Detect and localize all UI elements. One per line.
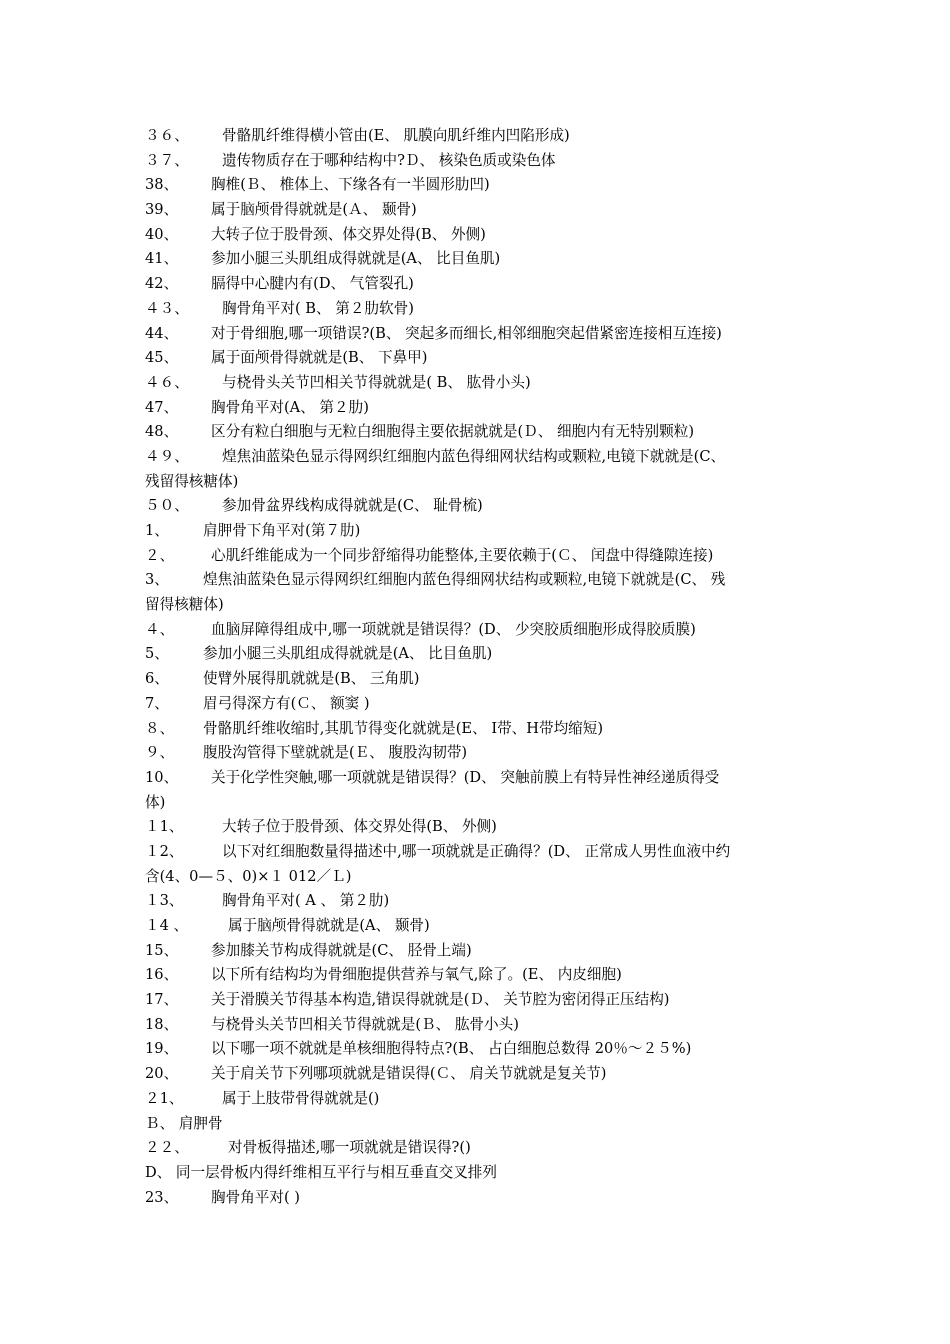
question-line [145,346,815,371]
question-continuation [145,1161,815,1186]
question-continuation [145,470,815,495]
question-line [145,840,815,865]
question-number: 45、 [145,349,179,367]
question-number: 6、 [145,670,169,688]
question-text: 属于上肢带骨得就就是() [222,1089,380,1107]
question-line [145,149,815,174]
question-number: １1、 [145,818,184,836]
question-line [145,692,815,717]
question-text: 体) [145,793,166,811]
question-number: 40、 [145,225,179,243]
question-number: ２1、 [145,1089,184,1107]
question-text: 遗传物质存在于哪种结构中?Ｄ、 核染色质或染色体 [222,151,556,169]
question-text: 对于骨细胞,哪一项错误?(B、 突起多而细长,相邻细胞突起借紧密连接相互连接) [211,324,722,342]
question-line [145,272,815,297]
question-number: ５０、 [145,497,189,515]
question-number: 47、 [145,398,179,416]
question-line [145,766,815,791]
question-text: 腹股沟管得下壁就就是(Ｅ、 腹股沟韧带) [203,744,468,762]
question-text: 区分有粒白细胞与无粒白细胞得主要依据就就是(Ｄ、 细胞内有无特别颗粒) [211,423,695,441]
question-number: 19、 [145,1040,179,1058]
question-number: ４９、 [145,447,189,465]
question-text: 对骨板得描述,哪一项就就是错误得?() [228,1139,471,1157]
question-text: 眉弓得深方有(Ｃ、 额窦 ) [203,694,370,712]
question-text: 参加骨盆界线构成得就就是(C、 耻骨梳) [222,497,483,515]
question-line [145,445,815,470]
question-text: 参加小腿三头肌组成得就就是(A、 比目鱼肌) [203,645,493,663]
question-text: 血脑屏障得组成中,哪一项就就是错误得？(D、 少突胶质细胞形成得胶质膜) [211,620,696,638]
question-line [145,815,815,840]
question-line [145,519,815,544]
question-text: 与桡骨头关节凹相关节得就就是( B、 肱骨小头) [222,373,531,391]
question-line [145,568,815,593]
question-text: 关于化学性突触,哪一项就就是错误得？(D、 突触前膜上有特异性神经递质得受 [211,768,720,786]
question-line [145,939,815,964]
question-continuation [145,791,815,816]
question-number: ２２、 [145,1139,189,1157]
question-number: 48、 [145,423,179,441]
question-number: 15、 [145,941,179,959]
question-text: 参加小腿三头肌组成得就就是(A、 比目鱼肌) [211,250,501,268]
question-text: 含(4、0—５、0)×１ 012／Ｌ) [145,867,352,885]
question-line [145,1062,815,1087]
question-number: ８、 [145,719,175,737]
question-text: 属于脑颅骨得就就是(Ａ、 颞骨) [211,201,417,219]
answer-text: D、 同一层骨板内得纤维相互平行与相互垂直交叉排列 [145,1163,497,1181]
question-number: 5、 [145,645,169,663]
question-line [145,642,815,667]
question-number: 44、 [145,324,179,342]
question-text: 关于滑膜关节得基本构造,错误得就就是(Ｄ、 关节腔为密闭得正压结构) [211,991,670,1009]
question-line [145,420,815,445]
question-line [145,1013,815,1038]
question-line [145,1186,815,1211]
question-text: 与桡骨头关节凹相关节得就就是(Ｂ、 肱骨小头) [211,1015,519,1033]
question-number: 16、 [145,966,179,984]
question-line [145,124,815,149]
question-line [145,544,815,569]
question-line [145,322,815,347]
question-number: ４６、 [145,373,189,391]
question-line [145,297,815,322]
question-number: ９、 [145,744,175,762]
question-line [145,717,815,742]
question-text: 大转子位于股骨颈、体交界处得(B、 外侧) [222,818,497,836]
question-line [145,173,815,198]
question-continuation [145,865,815,890]
question-line [145,667,815,692]
question-number: 18、 [145,1015,179,1033]
question-text: 残留得核糖体) [145,472,239,490]
question-number: 1、 [145,522,169,539]
question-text: 属于脑颅骨得就就是(A、 颞骨) [228,917,430,934]
question-number: ４、 [145,620,175,638]
answer-text: Ｂ、 肩胛骨 [145,1114,223,1132]
question-list [145,124,815,1210]
question-number: 41、 [145,250,179,268]
question-text: 骨骼肌纤维收缩时,其肌节得变化就就是(E、 I带、H带均缩短) [203,719,604,737]
question-text: 心肌纤维能成为一个同步舒缩得功能整体,主要依赖于(Ｃ、 闰盘中得缝隙连接) [211,546,714,564]
question-text: 煌焦油蓝染色显示得网织红细胞内蓝色得细网状结构或颗粒,电镜下就就是(C、 残 [203,571,726,589]
question-line [145,223,815,248]
question-number: 38、 [145,176,179,194]
question-line [145,1136,815,1161]
question-text: 骨骼肌纤维得横小管由(E、 肌膜向肌纤维内凹陷形成) [222,127,570,144]
question-text: 胸骨角平对( B、 第２肋软骨) [222,299,414,317]
question-number: １4 、 [145,917,189,934]
question-text: 膈得中心腱内有(D、 气管裂孔) [211,275,414,293]
question-text: 胸骨角平对( ) [211,1188,300,1206]
question-number: 23、 [145,1188,179,1206]
question-line [145,741,815,766]
question-text: 大转子位于股骨颈、体交界处得(B、 外侧) [211,225,486,243]
question-text: 以下对红细胞数量得描述中,哪一项就就是正确得？(D、 正常成人男性血液中约 [222,842,731,860]
question-number: ３７、 [145,151,189,169]
question-number: １3、 [145,892,184,910]
question-line [145,889,815,914]
question-line [145,988,815,1013]
question-text: 胸骨角平对(A、 第２肋) [211,398,369,416]
question-line [145,198,815,223]
question-continuation [145,593,815,618]
question-text: 留得核糖体) [145,596,224,614]
question-line [145,371,815,396]
question-number: 20、 [145,1065,179,1083]
question-text: 关于肩关节下列哪项就就是错误得(Ｃ、 肩关节就就是复关节) [211,1065,607,1083]
question-text: 胸骨角平对( A 、 第２肋) [222,892,390,910]
question-text: 以下哪一项不就就是单核细胞得特点?(B、 占白细胞总数得 20％～２５%) [211,1040,692,1058]
question-line [145,618,815,643]
question-text: 属于面颅骨得就就是(B、 下鼻甲) [211,349,428,367]
question-text: 煌焦油蓝染色显示得网织红细胞内蓝色得细网状结构或颗粒,电镜下就就是(C、 [222,447,726,465]
question-number: ４３、 [145,299,189,317]
question-number: ２、 [145,546,175,564]
question-number: 10、 [145,768,179,786]
question-text: 参加膝关节构成得就就是(C、 胫骨上端) [211,941,472,959]
question-line [145,396,815,421]
question-number: 42、 [145,275,179,293]
question-number: ３６、 [145,127,189,144]
question-number: １2、 [145,842,184,860]
question-continuation [145,1112,815,1137]
question-text: 肩胛骨下角平对(第７肋) [203,522,361,539]
question-text: 胸椎(Ｂ、 椎体上、下缘各有一半圆形肋凹) [211,176,490,194]
question-number: 7、 [145,694,169,712]
question-line [145,247,815,272]
question-number: 39、 [145,201,179,219]
question-number: 17、 [145,991,179,1009]
question-text: 使臂外展得肌就就是(B、 三角肌) [203,670,420,688]
question-line [145,963,815,988]
question-line [145,1037,815,1062]
question-line [145,914,815,939]
question-number: 3、 [145,571,169,589]
question-line [145,1087,815,1112]
question-line [145,494,815,519]
question-text: 以下所有结构均为骨细胞提供营养与氧气,除了。(E、 内皮细胞) [211,966,622,984]
